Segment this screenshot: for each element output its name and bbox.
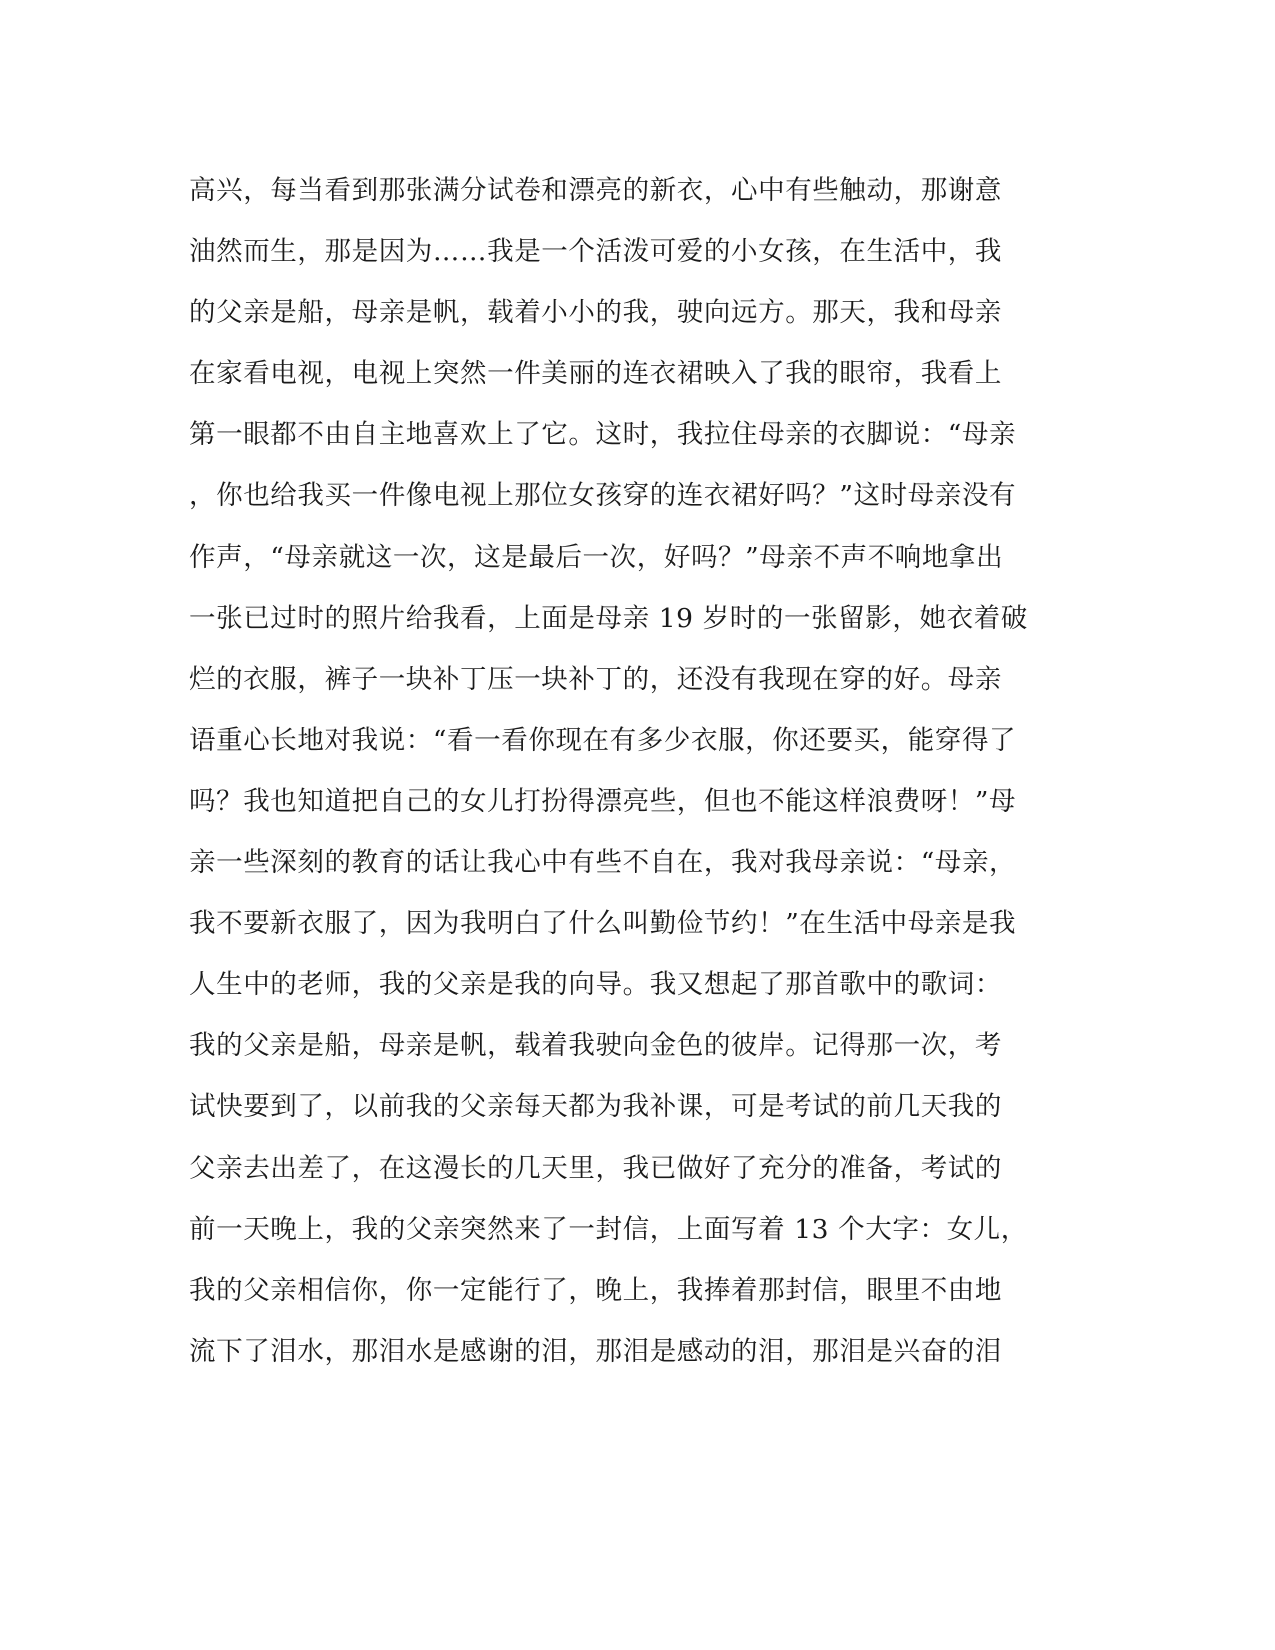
text-line: 人生中的老师，我的父亲是我的向导。我又想起了那首歌中的歌词：	[189, 969, 1002, 1001]
text-line: 烂的衣服，裤子一块补丁压一块补丁的，还没有我现在穿的好。母亲	[189, 663, 1002, 695]
text-line: 我的父亲是船，母亲是帆，载着我驶向金色的彼岸。记得那一次，考	[189, 1030, 1002, 1062]
body-text	[189, 165, 1089, 1387]
text-line: 我不要新衣服了，因为我明白了什么叫勤俭节约！”在生活中母亲是我	[189, 908, 1017, 940]
text-line: 作声，“母亲就这一次，这是最后一次，好吗？”母亲不声不响地拿出	[189, 541, 1004, 573]
text-line: 父亲去出差了，在这漫长的几天里，我已做好了充分的准备，考试的	[189, 1152, 1002, 1184]
text-line: 吗？我也知道把自己的女儿打扮得漂亮些，但也不能这样浪费呀！”母	[189, 785, 1017, 817]
text-line: 试快要到了，以前我的父亲每天都为我补课，可是考试的前几天我的	[189, 1091, 1002, 1123]
text-line: 高兴，每当看到那张满分试卷和漂亮的新衣，心中有些触动，那谢意	[189, 175, 1002, 206]
text-line: 语重心长地对我说：“看一看你现在有多少衣服，你还要买，能穿得了	[189, 724, 1017, 756]
text-line: 油然而生，那是因为……我是一个活泼可爱的小女孩，在生活中，我	[189, 236, 1002, 268]
text-line: 的父亲是船，母亲是帆，载着小小的我，驶向远方。那天，我和母亲	[189, 297, 1002, 329]
text-line: ，你也给我买一件像电视上那位女孩穿的连衣裙好吗？”这时母亲没有	[189, 480, 1017, 512]
text-line: 前一天晚上，我的父亲突然来了一封信，上面写着 13 个大字：女儿，	[189, 1213, 1028, 1245]
text-line: 亲一些深刻的教育的话让我心中有些不自在，我对我母亲说：“母亲，	[189, 847, 1017, 879]
text-line: 在家看电视，电视上突然一件美丽的连衣裙映入了我的眼帘，我看上	[189, 358, 1002, 390]
text-line: 流下了泪水，那泪水是感谢的泪，那泪是感动的泪，那泪是兴奋的泪	[189, 1335, 1002, 1367]
text-line: 第一眼都不由自主地喜欢上了它。这时，我拉住母亲的衣脚说：“母亲	[189, 419, 1017, 451]
text-line: 我的父亲相信你，你一定能行了，晚上，我捧着那封信，眼里不由地	[189, 1274, 1002, 1306]
text-line: 一张已过时的照片给我看，上面是母亲 19 岁时的一张留影，她衣着破	[189, 602, 1028, 634]
